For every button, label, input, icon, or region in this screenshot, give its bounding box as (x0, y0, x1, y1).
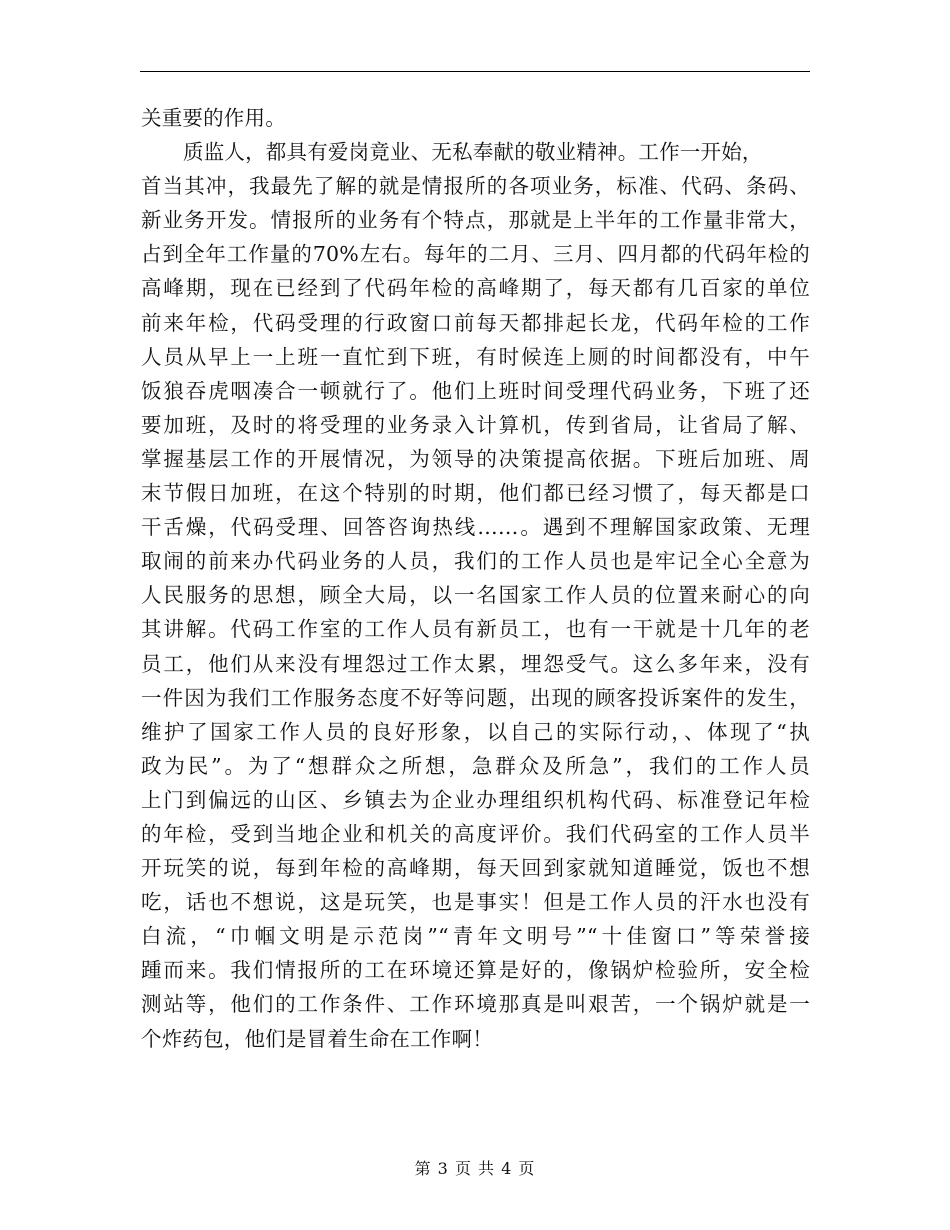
text-line: 吃，话也不想说，这是玩笑，也是事实！但是工作人员的汗水也没有 (141, 890, 810, 915)
footer-suffix: 页 (518, 1159, 536, 1178)
footer-prefix: 第 (414, 1159, 432, 1178)
page-footer (0, 1156, 950, 1179)
text-line: 踵而来。我们情报所的工在环境还算是好的，像锅炉检验所，安全检 (141, 958, 810, 983)
text-line: 首当其冲，我最先了解的就是情报所的各项业务，标准、代码、条码、 (141, 174, 810, 199)
text-line: 的年检，受到当地企业和机关的高度评价。我们代码室的工作人员半 (141, 821, 810, 846)
text-line: 要加班，及时的将受理的业务录入计算机，传到省局，让省局了解、 (141, 412, 810, 437)
text-line: 政为民”。为了“想群众之所想，急群众及所急”，我们的工作人员 (141, 753, 810, 778)
text-line: 个炸药包，他们是冒着生命在工作啊！ (141, 1026, 493, 1051)
text-line: 员工，他们从来没有埋怨过工作太累，埋怨受气。这么多年来，没有 (141, 651, 810, 676)
body-text (141, 101, 810, 1056)
text-line: 关重要的作用。 (141, 106, 286, 130)
text-line: 维护了国家工作人员的良好形象，以自己的实际行动，、体现了“执 (141, 719, 810, 744)
footer-total-pages: 4 (501, 1159, 513, 1178)
text-line: 人员从早上一上班一直忙到下班，有时候连上厕的时间都没有，中午 (141, 344, 810, 369)
text-line: 开玩笑的说，每到年检的高峰期，每天回到家就知道睡觉，饭也不想 (141, 856, 810, 881)
footer-middle: 页 共 (454, 1159, 496, 1178)
header-rule (140, 71, 810, 72)
text-line: 新业务开发。情报所的业务有个特点，那就是上半年的工作量非常大， (141, 208, 810, 233)
text-line: 测站等，他们的工作条件、工作环境那真是叫艰苦，一个锅炉就是一 (141, 992, 810, 1017)
text-line: 取闹的前来办代码业务的人员，我们的工作人员也是牢记全心全意为 (141, 549, 810, 574)
footer-current-page: 3 (437, 1159, 449, 1178)
text-line: 人民服务的思想，顾全大局，以一名国家工作人员的位置来耐心的向 (141, 583, 810, 608)
text-line: 质监人，都具有爱岗竟业、无私奉献的敬业精神。工作一开始， (183, 140, 763, 165)
text-line: 高峰期，现在已经到了代码年检的高峰期了，每天都有几百家的单位 (141, 276, 810, 301)
text-line: 前来年检，代码受理的行政窗口前每天都排起长龙，代码年检的工作 (141, 310, 810, 335)
text-line: 一件因为我们工作服务态度不好等问题，出现的顾客投诉案件的发生， (141, 685, 810, 710)
text-line: 上门到偏远的山区、乡镇去为企业办理组织机构代码、标准登记年检 (141, 787, 810, 812)
text-line: 干舌燥，代码受理、回答咨询热线……。遇到不理解国家政策、无理 (141, 515, 810, 540)
text-line: 末节假日加班，在这个特别的时期，他们都已经习惯了，每天都是口 (141, 481, 810, 506)
text-line: 白流，“巾帼文明是示范岗”“青年文明号”“十佳窗口”等荣誉接 (141, 924, 810, 949)
text-line: 其讲解。代码工作室的工作人员有新员工，也有一干就是十几年的老 (141, 617, 810, 642)
text-line: 掌握基层工作的开展情况，为领导的决策提高依据。下班后加班、周 (141, 446, 810, 471)
text-line: 饭狼吞虎咽凑合一顿就行了。他们上班时间受理代码业务，下班了还 (141, 378, 810, 403)
text-line: 占到全年工作量的70%左右。每年的二月、三月、四月都的代码年检的 (141, 242, 810, 267)
